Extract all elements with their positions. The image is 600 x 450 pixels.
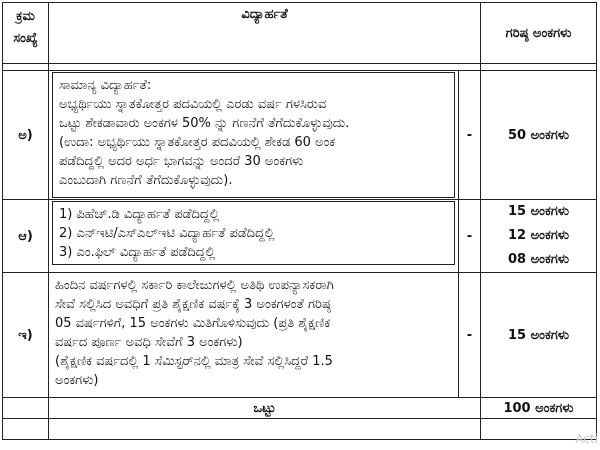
total-label: ಒಟ್ಟು — [49, 398, 481, 419]
description-line: (ಉದಾ: ಅಭ್ಯರ್ಥಿಯು ಸ್ನಾತಕೋತ್ತರ ಪದವಿಯಲ್ಲಿ ಶೇಕಡ 60 ಅಂಕ — [59, 135, 336, 150]
row-dash: - — [459, 200, 481, 273]
table-row — [3, 273, 597, 398]
row-serial: ಆ) — [3, 200, 49, 273]
table-row — [3, 200, 597, 273]
description-box — [49, 273, 458, 397]
total-marks: 100 ಅಂಕಗಳು — [481, 398, 597, 419]
marks-table — [2, 2, 597, 440]
row-description — [49, 71, 459, 200]
row-marks — [481, 200, 597, 273]
row-dash: - — [459, 273, 481, 398]
row-serial: ಅ) — [3, 71, 49, 200]
marks-line: 15 ಅಂಕಗಳು — [508, 204, 570, 219]
header-serial-line1: ಕ್ರಮ — [16, 9, 35, 24]
description-box — [52, 201, 455, 265]
description-line: ಅಂಕಗಳು) — [55, 373, 99, 388]
header-serial — [3, 3, 49, 64]
trailing-row — [3, 419, 597, 440]
description-line: 05 ವರ್ಷಗಳಿಗೆ, 15 ಅಂಕಗಳು ಮಿತಿಗೊಳಿಸುವುದು (ಪ್ರತಿ ಶೈಕ್ಷಣಿಕ — [55, 316, 331, 331]
header-qualification: ವಿದ್ಯಾರ್ಹತೆ — [49, 3, 481, 64]
description-line: (ಶೈಕ್ಷಣಿಕ ವರ್ಷದಲ್ಲಿ 1 ಸೆಮಿಸ್ಟರ್‌ನಲ್ಲಿ ಮಾತ್ರ ಸೇವೆ ಸಲ್ಲಿಸಿದ್ದರೆ 1.5 — [55, 354, 333, 369]
description-line: ಎಂಬುದಾಗಿ ಗಣನೆಗೆ ತೆಗೆದುಕೊಳ್ಳುವುದು). — [59, 173, 233, 188]
total-row — [3, 398, 597, 419]
description-line: ಹಿಂದಿನ ವರ್ಷಗಳಲ್ಲಿ ಸರ್ಕಾರಿ ಕಾಲೇಜುಗಳಲ್ಲಿ ಅತಿಥಿ ಉಪನ್ಯಾಸಕರಾಗಿ — [55, 278, 334, 293]
marks-line: 12 ಅಂಕಗಳು — [508, 228, 570, 243]
description-line: ಅಭ್ಯರ್ಥಿಯು ಸ್ನಾತಕೋತ್ತರ ಪದವಿಯಲ್ಲಿ ಎರಡು ವರ್ಷ ಗಳಸಿರುವ — [59, 97, 327, 112]
description-line: 3) ಎಂ.ಫಿಲ್ ವಿದ್ಯಾರ್ಹತೆ ಪಡೆದಿದ್ದಲ್ಲಿ — [59, 245, 216, 260]
row-marks: 15 ಅಂಕಗಳು — [481, 273, 597, 398]
row-description — [49, 273, 459, 398]
table-row — [3, 71, 597, 200]
description-line: ಒಟ್ಟು ಶೇಕಡಾವಾರು ಅಂಕಗಳ 50% ನ್ನು ಗಣನೆಗೆ ತೆಗೆದುಕೊಳ್ಳುವುದು. — [59, 116, 350, 131]
row-serial: ಇ) — [3, 273, 49, 398]
description-line: 2) ಎನ್‌ಇಟಿ/ಎಸ್‌ಎಲ್‌ಇಟಿ ವಿದ್ಯಾರ್ಹತೆ ಪಡೆದಿದ್ದಲ್ಲಿ — [59, 226, 275, 241]
description-box — [52, 72, 455, 198]
description-line: ವರ್ಷದ ಪೂರ್ಣ ಅವಧಿ ಸೇವೆಗೆ 3 ಅಂಕಗಳು) — [55, 335, 243, 350]
header-max-marks: ಗರಿಷ್ಠ ಅಂಕಗಳು — [481, 3, 597, 64]
description-line: ಪಡೆದಿದ್ದಲ್ಲಿ ಅದರ ಅರ್ಧ ಭಾಗವನ್ನು ಅಂದರೆ 30 ಅಂಕಗಳು — [59, 154, 304, 169]
header-serial-line2: ಸಂಖ್ಯೆ — [13, 31, 38, 46]
row-marks: 50 ಅಂಕಗಳು — [481, 71, 597, 200]
table-header-row — [3, 3, 597, 64]
marks-line: 08 ಅಂಕಗಳು — [508, 252, 570, 267]
description-line: 1) ಪಿಹೆಚ್.ಡಿ ವಿದ್ಯಾರ್ಹತೆ ಪಡೆದಿದ್ದಲ್ಲಿ — [59, 207, 220, 222]
activation-watermark: Acti — [575, 432, 598, 446]
spacer-row — [3, 64, 597, 71]
description-line: ಸೇವೆ ಸಲ್ಲಿಸಿದ ಅವಧಿಗೆ ಪ್ರತಿ ಶೈಕ್ಷಣಿಕ ವರ್ಷಕ್ಕೆ 3 ಅಂಕಗಳಂತೆ ಗರಿಷ್ಠ — [55, 297, 331, 312]
row-dash: - — [459, 71, 481, 200]
description-line: ಸಾಮಾನ್ಯ ವಿದ್ಯಾರ್ಹತೆ: — [59, 78, 152, 93]
row-description — [49, 200, 459, 273]
